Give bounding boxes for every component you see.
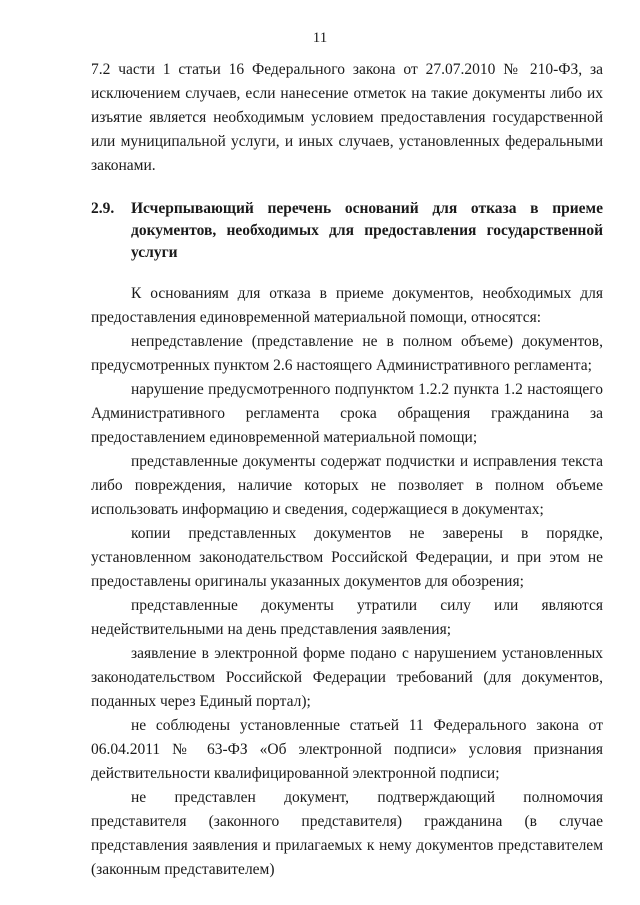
ground-item: представленные документы содержат подчистки и исправления текста либо повреждения, наличие которых не позволяет в полном объеме использовать информацию и сведения, содержащиеся в документах; <box>91 453 603 518</box>
ground-item: заявление в электронной форме подано с нарушением установленных законодательством Российской Федерации требований (для документов, поданных через Единый портал); <box>91 645 603 710</box>
intro-paragraph: 7.2 части 1 статьи 16 Федерального закона от 27.07.2010 № 210-ФЗ, за исключением случаев, если нанесение отметок на такие документы либо их изъятие является необходимым условием предоставления государственной или муниципальной услуги, и иных случаев, установленных федеральными законами. <box>91 61 603 174</box>
ground-item: представленные документы утратили силу или являются недействительными на день представления заявления; <box>91 597 603 638</box>
ground-item: нарушение предусмотренного подпунктом 1.2.2 пункта 1.2 настоящего Административного регламента срока обращения гражданина за предоставлением единовременной материальной помощи; <box>91 381 603 446</box>
ground-item: не представлен документ, подтверждающий полномочия представителя (законного представителя) гражданина (в случае представления заявления и прилагаемых к нему документов представителем (законным представителем) <box>91 789 603 878</box>
ground-item: непредставление (представление не в полном объеме) документов, предусмотренных пунктом 2.6 настоящего Административного регламента; <box>91 333 603 374</box>
ground-item: не соблюдены установленные статьей 11 Федерального закона от 06.04.2011 № 63-ФЗ «Об электронной подписи» условия признания действительности квалифицированной электронной подписи; <box>91 717 603 782</box>
page-number: 11 <box>312 30 328 46</box>
section-title: Исчерпывающий перечень оснований для отказа в приеме документов, необходимых для предоставления государственной услуги <box>131 200 603 261</box>
ground-item: копии представленных документов не заверены в порядке, установленном законодательством Российской Федерации, и при этом не предоставлены оригиналы указанных документов для обозрения; <box>91 525 603 590</box>
section-heading <box>91 198 603 264</box>
section-number: 2.9. <box>91 200 115 217</box>
page-content <box>91 58 603 882</box>
lead-paragraph: К основаниям для отказа в приеме документов, необходимых для предоставления единовременной материальной помощи, относятся: <box>91 285 603 326</box>
